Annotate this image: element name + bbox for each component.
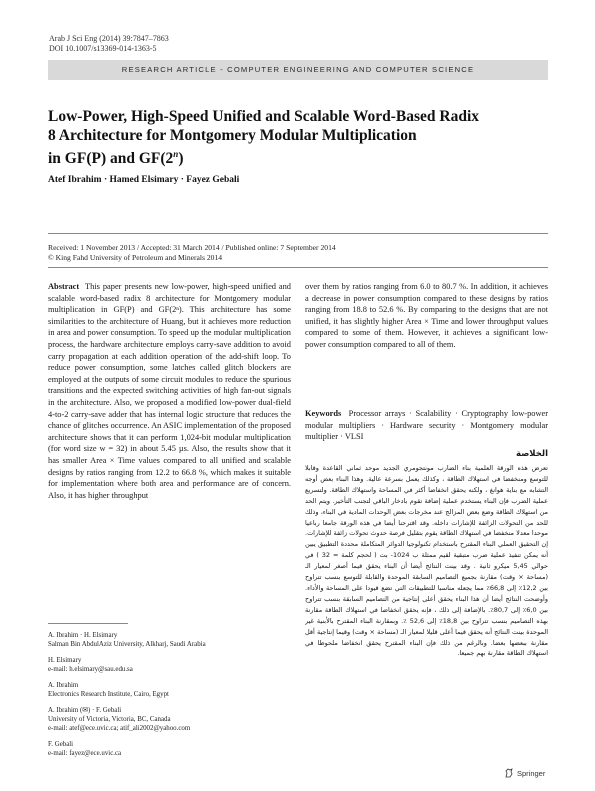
paper-title xyxy=(48,107,528,168)
title-line-3: in GF(P) and GF(2$^n$) xyxy=(48,149,184,168)
affiliation-5: F. Gebali e-mail: fayez@ece.uvic.ca xyxy=(48,740,291,758)
author-list: Atef Ibrahim · Hamed Elsimary · Fayez Gebali xyxy=(48,175,240,185)
article-type-banner: RESEARCH ARTICLE - COMPUTER ENGINEERING AND COMPUTER SCIENCE xyxy=(48,60,548,80)
journal-doi: DOI 10.1007/s13369-014-1363-5 xyxy=(49,44,157,53)
springer-horse-icon xyxy=(504,768,514,778)
email-link[interactable]: e-mail: atef@ece.uvic.ca; atif_ali2002@yahoo.com xyxy=(48,725,191,732)
abstract-text-right: over them by ratios ranging from 6.0 to 80.7 %. In addition, it achieves a decrease in power consumption compared to these designs by ratios ranging from 18.8 to 52.6 %. By comparing to the designs that are not unified, it has slightly higher Area × Time and lower throughput values compared to some of them. However, it achieves a significant low-power consumption compared to all of them. xyxy=(305,282,548,349)
title-line-1: Low-Power, High-Speed Unified and Scalable Word-Based Radix xyxy=(48,108,480,125)
copyright-line: © King Fahd University of Petroleum and Minerals 2014 xyxy=(48,253,223,262)
arabic-abstract-text: تعرض هذه الورقة العلمية بناء الضارب مونتجومري الجديد موحد ثماني القاعدة وقابلا للتوسع ومنخفضا في استهلاك الطاقة ، وكذلك يعمل بسرعة عالية. وهذا البناء بعض أوجه التشابه مع بناية هوانغ ، ولكنه يحقق انخفاضا أكثر في المساحة واستهلاك الطاقة. ولتسريع عملية الضرب فإن البناء يستخدم عملية إضافة تقوم بادخار الباقي لتجنب التأخير. ويتم الحد من استهلاك الطاقة وضع بعض المزالج عند مخرجات بعض الوحدات المادية في البناء، وذلك للحد من التحولات الزائفة للإشارات داخله. وقد اقترحنا أيضا في هذه الورقة جامعا رباعيا موحدا معدلا منخفضا في استهلاك الطاقة يقوم بتقليل فرصة حدوث تحولات زائفة للإشارات. إن التحقيق العملي البناء المقترح باستخدام تكنولوجيا الدوائر المتكاملة محددة التطبيق يبين أنه يمكن تنفيذ عملية ضرب متبقية لقيم ممثلة ب 1024- بت ( لحجم كلمة = 32 ) في حوالي 5,45 ميكرو ثانية . وقد بينت النتائج أيضا أن البناء يحقق قيما أصغر لمعيار الـ (مساحة × وقت) مقارنة بجميع التصاميم السابقة الموحدة والقابلة للتوسع بنسب تتراوح بين 12,2٪ إلى 66,8٪ مما يجعله مناسبا للتطبيقات التي تضع قيودا على المساحة والأداء. وأوضحت النتائج أيضا أن هذا البناء يحقق أعلى إنتاجية من التصاميم السابقة بنسب تتراوح بين 6,0٪ إلى 80,7٪. بالإضافة إلى ذلك ، فإنه يحقق انخفاضا في استهلاك الطاقة مقارنة بهذه التصاميم بنسب تتراوح بين 18,8٪ إلى 52,6 ٪. وبمقارنة البناء المقترح بالأبنية غير الموحدة بينت النتائج أنه يحقق قيما أعلى قليلا لمعيار الـ (مساحة × وقت) وقيما إنتاجية أقل مقارنة ببعضها بعضا. وبالرغم من ذلك فإن البناء المقترح يحقق انخفاضا ملحوظا في استهلاك الطاقة مقارنة بهم جميعا. xyxy=(305,464,548,658)
keywords-label: Keywords xyxy=(305,409,342,418)
email-link[interactable]: e-mail: h.elsimary@sau.edu.sa xyxy=(48,666,133,673)
email-link[interactable]: e-mail: fayez@ece.uvic.ca xyxy=(48,750,122,757)
article-dates xyxy=(48,243,336,263)
affiliation-2: H. Elsimary e-mail: h.elsimary@sau.edu.sa xyxy=(48,656,291,674)
keywords-text: Processor arrays · Scalability · Cryptography low-power modular multipliers · Hardware security · Montgomery modular multiplier · VLSI xyxy=(305,409,548,442)
title-line-2: 8 Architecture for Montgomery Modular Multiplication xyxy=(48,127,417,144)
article-history: Received: 1 November 2013 / Accepted: 31 March 2014 / Published online: 7 September 2014 xyxy=(48,243,336,252)
abstract-label: Abstract xyxy=(48,282,80,291)
divider-top xyxy=(48,233,548,234)
affiliation-3: A. Ibrahim Electronics Research Institute, Cairo, Egypt xyxy=(48,682,169,698)
arabic-abstract-heading: الخلاصة xyxy=(515,449,548,459)
journal-header xyxy=(49,34,169,54)
publisher-name: Springer xyxy=(517,768,546,778)
footnote-rule xyxy=(48,623,128,624)
springer-logo xyxy=(504,768,545,778)
abstract-right-column xyxy=(305,281,548,351)
journal-citation: Arab J Sci Eng (2014) 39:7847–7863 xyxy=(49,34,169,43)
divider-bottom xyxy=(48,267,548,268)
affiliation-1: A. Ibrahim · H. Elsimary Salman Bin AbdulAziz University, Alkharj, Saudi Arabia xyxy=(48,632,206,648)
affiliation-4: A. Ibrahim (✉) · F. Gebali University of Victoria, Victoria, BC, Canada e-mail: atef@ece.uvic.ca; atif_ali2002@yahoo.com xyxy=(48,706,291,733)
keywords-block xyxy=(305,408,548,443)
abstract-left-column xyxy=(48,281,291,603)
abstract-text-left: This paper presents new low-power, high-speed unified and scalable word-based radix 8 architecture for Montgomery modular multiplication in GF(P) and GF(2ⁿ). This architecture has some similarities to the architecture of Huang, but it achieves more reduction in area and power consumption. To speed up the modular multiplication process, the hardware architecture employs carry-save addition to avoid carry propagation at each addition operation of the add-shift loop. To reduce power consumption, some latches called glitch blockers are employed at the outputs of some circuit modules to reduce the spurious transitions and the expected switching activities of high fan-out signals in the architecture. Also, we proposed a modified low-power dual-field 4-to-2 carry-save adder that has internal logic structure that reduces the chance of glitches occurrence. An ASIC implementation of the proposed architecture shows that it can perform 1,024-bit modular multiplication (for word size w = 32) in about 5.45 µs. Also, the results show that it has smaller Area × Time values compared to all unified and scalable designs by ratios ranging from 12.2 to 66.8 %, which makes it suitable for implementation where both area and performance are of concern. Also, it has higher throughput xyxy=(48,282,291,500)
